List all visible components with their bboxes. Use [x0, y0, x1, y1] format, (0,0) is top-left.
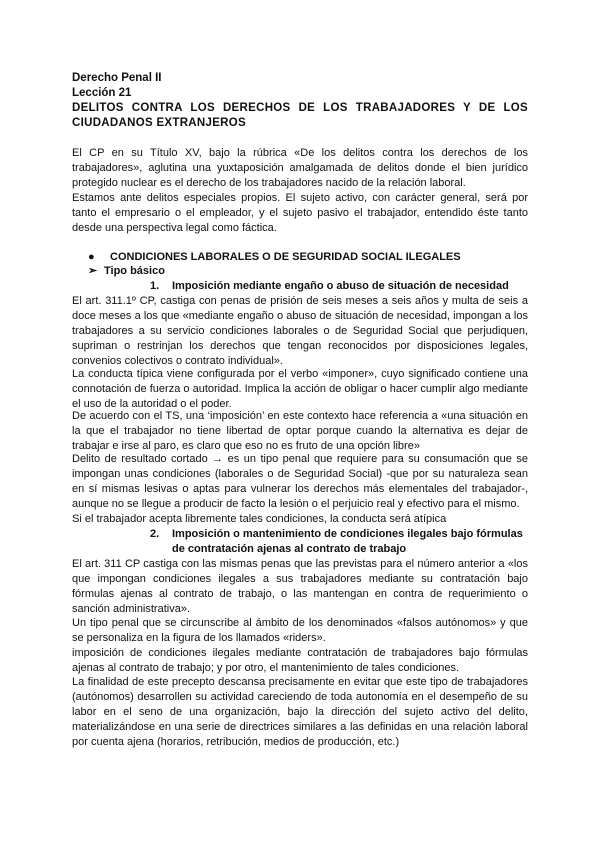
- item-2-paragraph-1: El art. 311 CP castiga con las mismas penas que las previstas para el número anterior a «los que impongan condiciones ilegales a sus trabajadores mediante su contratación bajo fórmulas ajenas al contrato de trabajo, o las mantengan en contra de requerimiento o sanción administrativa».: [72, 558, 528, 615]
- section-heading: [88, 250, 528, 265]
- arrow-icon: ➢: [88, 265, 98, 277]
- subheading: [88, 264, 165, 279]
- item-2-paragraph-4: La finalidad de este precepto descansa precisamente en evitar que este tipo de trabajadores (autónomos) desarrollen su actividad careciendo de toda autonomía en el desempeño de su labor en el seno de una organización, bajo la dirección del sujeto activo del delito, materializándose en una serie de directrices similares a las definidas en una relación laboral por cuenta ajena (horarios, retribución, medios de producción, etc.): [72, 676, 528, 748]
- item-2-paragraph-2: Un tipo penal que se circunscribe al ámbito de los denominados «falsos autónomos» y que se personaliza en la figura de los llamados «riders».: [72, 617, 528, 644]
- item-1-paragraph-3: De acuerdo con el TS, una ‘imposición’ en este contexto hace referencia a «una situación en la que el trabajador no tiene libertad de optar porque cuando la alternativa es dejar de trabajar e irse al paro, es claro que eso no es fruto de una opción libre»: [72, 410, 528, 452]
- item-1-paragraph-2: La conducta típica viene configurada por el verbo «imponer», cuyo significado contiene una connotación de fuerza o autoridad. Implica la acción de obligar o hacer cumplir algo mediante el uso de la autoridad o el poder.: [72, 368, 528, 410]
- item-2-heading: [150, 527, 528, 557]
- item-1-paragraph-4: Delito de resultado cortado → es un tipo penal que requiere para su consumación que se impongan unas condiciones (laborales o de Seguridad Social) -que por su naturaleza sean en sí mismas lesivas o aptas para vulnerar los derechos más elementales del trabajador-, aunque no se llegue a producir de facto la lesión o el perjuicio real y efectivo para el mismo.: [72, 453, 528, 510]
- subheading-text: Tipo básico: [104, 265, 165, 277]
- item-1-heading: [150, 279, 528, 294]
- item-2-title: Imposición o mantenimiento de condiciones ilegales bajo fórmulas de contratación ajenas al contrato de trabajo: [172, 528, 523, 555]
- item-1-paragraph-5: Si el trabajador acepta libremente tales condiciones, la conducta será atípica: [72, 513, 447, 525]
- course-title: Derecho Penal II: [72, 72, 162, 84]
- section-heading-text: CONDICIONES LABORALES O DE SEGURIDAD SOCIAL ILEGALES: [110, 251, 461, 263]
- page-title: DELITOS CONTRA LOS DERECHOS DE LOS TRABAJADORES Y DE LOS CIUDADANOS EXTRANJEROS: [72, 102, 528, 129]
- lesson-label: Lección 21: [72, 87, 132, 99]
- intro-paragraph-1: El CP en su Título XV, bajo la rúbrica «De los delitos contra los derechos de los trabajadores», aglutina una yuxtaposición amalgamada de delitos donde el bien jurídico protegido nuclear es el derecho de los trabajadores nacido de la relación laboral.: [72, 147, 528, 189]
- item-1-number: 1.: [150, 280, 160, 292]
- item-1-title: Imposición mediante engaño o abuso de situación de necesidad: [172, 280, 509, 292]
- intro-paragraph-2: Estamos ante delitos especiales propios. El sujeto activo, con carácter general, será por tanto el empresario o el empleador, y el sujeto pasivo el trabajador, entendido éste tanto desde una perspectiva legal como fáctica.: [72, 192, 528, 234]
- bullet-icon: ●: [88, 251, 95, 263]
- item-2-number: 2.: [150, 528, 160, 540]
- item-2-paragraph-3: imposición de condiciones ilegales mediante contratación de trabajadores bajo fórmulas ajenas al contrato de trabajo; y por otro, el mantenimiento de tales condiciones.: [72, 647, 528, 674]
- item-1-paragraph-1: El art. 311.1º CP, castiga con penas de prisión de seis meses a seis años y multa de seis a doce meses a los que «mediante engaño o abuso de situación de necesidad, impongan a los trabajadores a su servicio condiciones laborales o de Seguridad Social que perjudiquen, supriman o restrinjan los derechos que tengan reconocidos por disposiciones legales, convenios colectivos o contrato individual».: [72, 295, 528, 367]
